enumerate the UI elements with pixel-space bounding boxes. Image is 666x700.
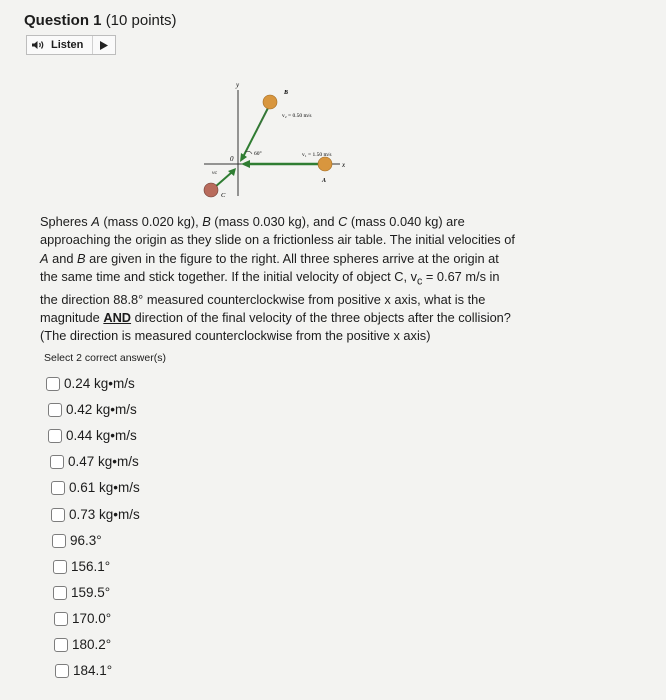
angle-label: 60° bbox=[254, 151, 262, 157]
option-label: 0.47 kg•m/s bbox=[68, 454, 139, 469]
option-label: 0.44 kg•m/s bbox=[66, 428, 137, 443]
option-label: 0.73 kg•m/s bbox=[69, 507, 140, 522]
option-checkbox[interactable] bbox=[55, 664, 69, 678]
option-label: 159.5° bbox=[71, 585, 111, 600]
body-text: are given in the figure to the right. All three spheres arrive at the origin at the same time and stick together. If the initial velocity of object C, v bbox=[40, 250, 499, 284]
body-var-b: B bbox=[77, 250, 86, 266]
label-b: B bbox=[284, 90, 289, 96]
body-text: (mass 0.030 kg), and bbox=[210, 214, 339, 229]
option-checkbox[interactable] bbox=[48, 403, 62, 417]
answer-option[interactable] bbox=[48, 428, 137, 443]
velocity-c-arrow bbox=[215, 173, 231, 187]
body-var-b: B bbox=[202, 214, 211, 229]
answer-option[interactable] bbox=[48, 402, 137, 417]
answer-option[interactable] bbox=[54, 611, 111, 626]
answer-option[interactable] bbox=[55, 663, 112, 678]
sphere-a bbox=[318, 157, 332, 171]
body-var-a: A bbox=[40, 250, 49, 266]
sphere-b bbox=[263, 95, 277, 109]
velocity-a-label: v₁ = 1.50 m/s bbox=[302, 152, 332, 158]
answer-option[interactable] bbox=[46, 376, 135, 391]
option-checkbox[interactable] bbox=[53, 560, 67, 574]
body-text: Spheres bbox=[40, 214, 92, 229]
label-a: A bbox=[322, 178, 327, 184]
option-checkbox[interactable] bbox=[54, 638, 68, 652]
body-text: and bbox=[48, 250, 78, 266]
answer-option[interactable] bbox=[53, 585, 110, 600]
speaker-icon bbox=[27, 40, 49, 50]
label-c: C bbox=[221, 192, 226, 199]
velocity-b-label: v₂ = 0.50 m/s bbox=[282, 113, 312, 119]
listen-label: Listen bbox=[51, 39, 84, 51]
answer-option[interactable] bbox=[52, 533, 102, 548]
option-label: 0.42 kg•m/s bbox=[66, 402, 137, 417]
question-text bbox=[40, 213, 520, 346]
answer-option[interactable] bbox=[54, 637, 111, 652]
option-label: 156.1° bbox=[71, 559, 111, 574]
play-icon[interactable] bbox=[92, 36, 115, 54]
option-checkbox[interactable] bbox=[51, 481, 65, 495]
option-label: 96.3° bbox=[70, 533, 102, 548]
option-label: 184.1° bbox=[73, 663, 113, 678]
body-var-a: A bbox=[91, 214, 100, 229]
body-var-c: C bbox=[338, 214, 348, 229]
option-checkbox[interactable] bbox=[46, 377, 60, 391]
option-checkbox[interactable] bbox=[53, 586, 67, 600]
question-title bbox=[24, 12, 177, 29]
option-label: 180.2° bbox=[72, 637, 112, 652]
option-checkbox[interactable] bbox=[54, 612, 68, 626]
answer-option[interactable] bbox=[51, 507, 140, 522]
question-number: Question 1 bbox=[24, 12, 102, 29]
option-label: 0.61 kg•m/s bbox=[69, 480, 140, 495]
body-text: (mass 0.020 kg), bbox=[99, 214, 203, 229]
option-checkbox[interactable] bbox=[48, 429, 62, 443]
x-axis-label: x bbox=[342, 161, 346, 169]
collision-diagram bbox=[190, 78, 360, 203]
velocity-a-arrowhead bbox=[241, 160, 250, 168]
option-checkbox[interactable] bbox=[51, 508, 65, 522]
answer-option[interactable] bbox=[50, 454, 139, 469]
body-text: (mass 0.040 kg) are approaching the origin as they slide on a frictionless air table. The initial velocities of bbox=[40, 214, 515, 248]
y-axis-label: y bbox=[236, 81, 240, 89]
body-text: = 0.67 m/s in the direction 88.8° measured counterclockwise from positive x axis, what is the magnitude bbox=[40, 268, 500, 326]
origin-label: 0 bbox=[230, 155, 234, 163]
option-checkbox[interactable] bbox=[52, 534, 66, 548]
select-instruction: Select 2 correct answer(s) bbox=[44, 352, 166, 364]
answer-option[interactable] bbox=[51, 480, 140, 495]
answer-option[interactable] bbox=[53, 559, 110, 574]
body-emphasis-and: AND bbox=[103, 310, 132, 326]
body-subscript-c: c bbox=[416, 275, 423, 288]
question-points: (10 points) bbox=[105, 12, 177, 29]
option-label: 170.0° bbox=[72, 611, 112, 626]
body-text: direction of the final velocity of the three objects after the collision? (The direction is measured counterclockwise from the positive x axis) bbox=[40, 310, 511, 344]
velocity-c-label: vᴄ bbox=[212, 170, 217, 176]
option-checkbox[interactable] bbox=[50, 455, 64, 469]
option-label: 0.24 kg•m/s bbox=[64, 376, 135, 391]
listen-button[interactable] bbox=[26, 35, 116, 55]
sphere-c bbox=[204, 183, 218, 197]
